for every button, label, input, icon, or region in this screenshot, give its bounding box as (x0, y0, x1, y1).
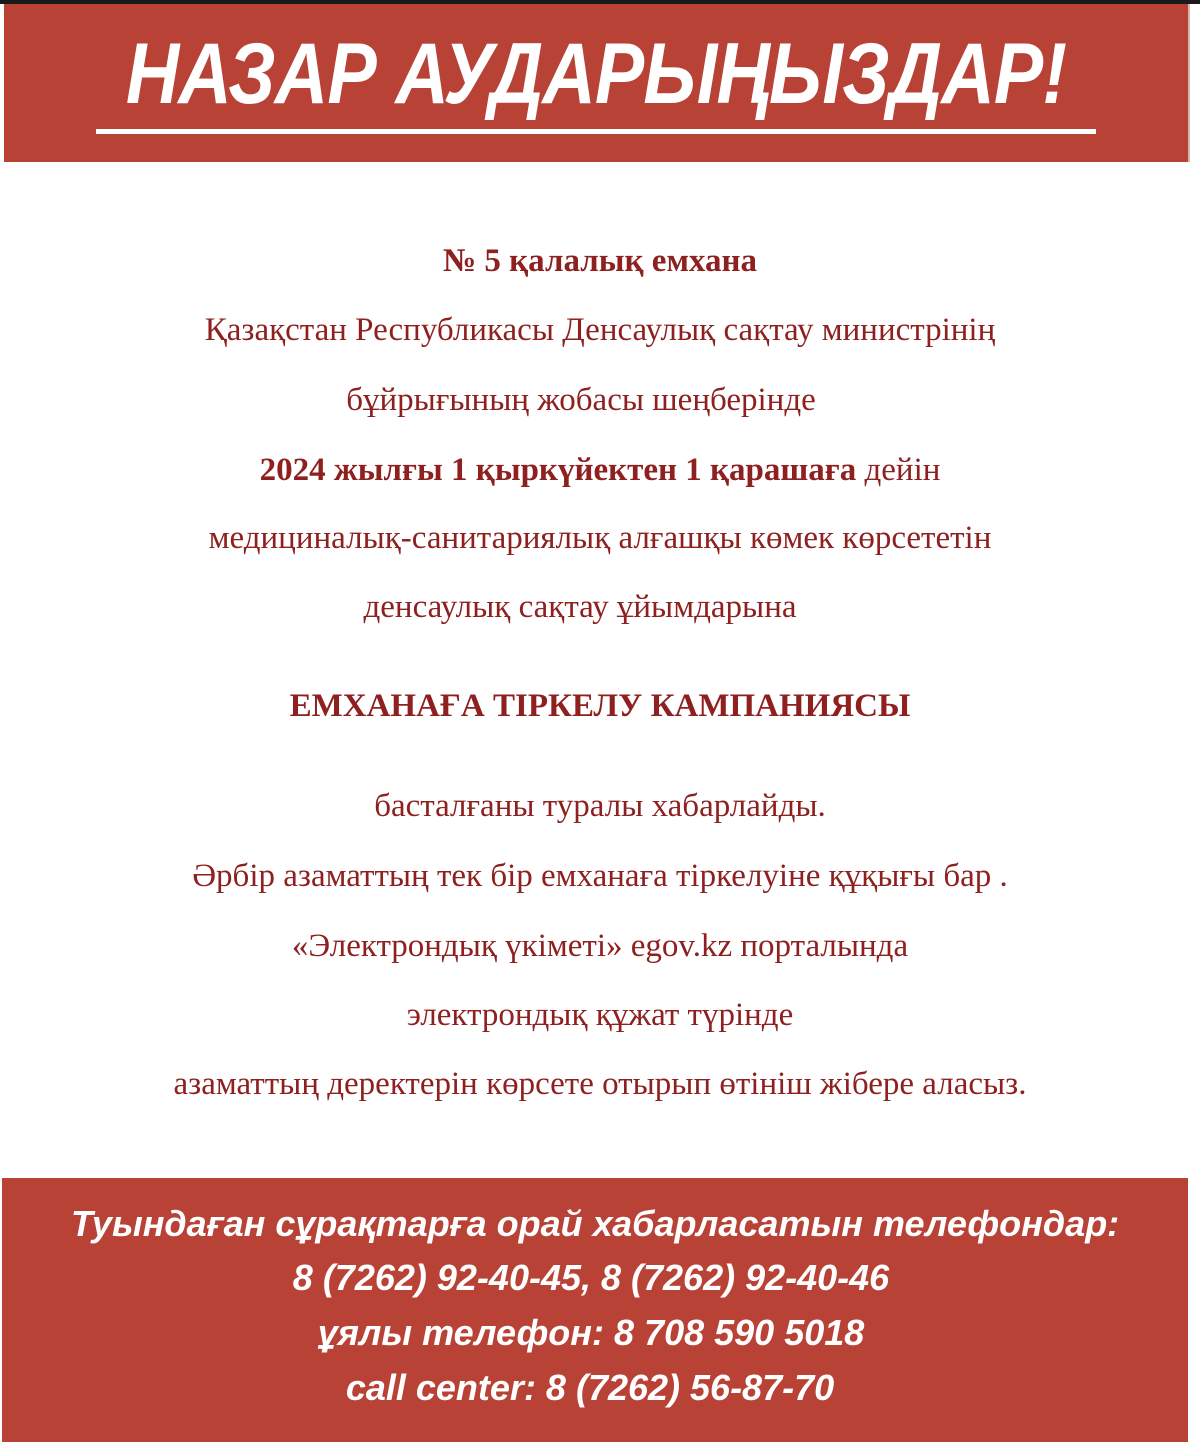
clinic-name: № 5 қалалық емхана (442, 243, 757, 279)
date-suffix: дейін (856, 452, 941, 488)
line-apply: азаматтың деректерін көрсете отырып өтініш жібере аласыз. (173, 1066, 1027, 1102)
line-right: Әрбір азаматтың тек бір емханаға тіркелуіне құқығы бар . (192, 858, 1008, 894)
line-doc: электрондық құжат түрінде (406, 997, 794, 1033)
line-date (0, 450, 1200, 490)
footer-banner (2, 1178, 1188, 1442)
mobile-phone: ұялы телефон: 8 708 590 5018 (317, 1312, 865, 1353)
header-underline (96, 129, 1096, 134)
date-range: 2024 жылғы 1 қыркүйектен 1 қарашаға (259, 452, 857, 488)
phones-heading: Туындаған сұрақтарға орай хабарласатын телефондар: (70, 1203, 1120, 1244)
phone-numbers: 8 (7262) 92-40-45, 8 (7262) 92-40-46 (292, 1257, 890, 1298)
line-orgs: денсаулық сақтау ұйымдарына (363, 589, 797, 625)
header-banner (4, 4, 1190, 162)
line-started: басталғаны туралы хабарлайды. (374, 788, 826, 824)
line-pmsa: медициналық-санитариялық алғашқы көмек көрсететін (208, 520, 992, 556)
line-ministry: Қазақстан Республикасы Денсаулық сақтау министрінің (204, 312, 996, 348)
campaign-title: ЕМХАНАҒА ТІРКЕЛУ КАМПАНИЯСЫ (289, 688, 911, 724)
header-title: НАЗАР АУДАРЫҢЫЗДАР! (125, 26, 1067, 122)
line-order: бұйрығының жобасы шеңберінде (346, 382, 816, 418)
line-portal: «Электрондық үкіметі» egov.kz порталында (291, 928, 909, 964)
call-center: call center: 8 (7262) 56-87-70 (345, 1367, 835, 1408)
